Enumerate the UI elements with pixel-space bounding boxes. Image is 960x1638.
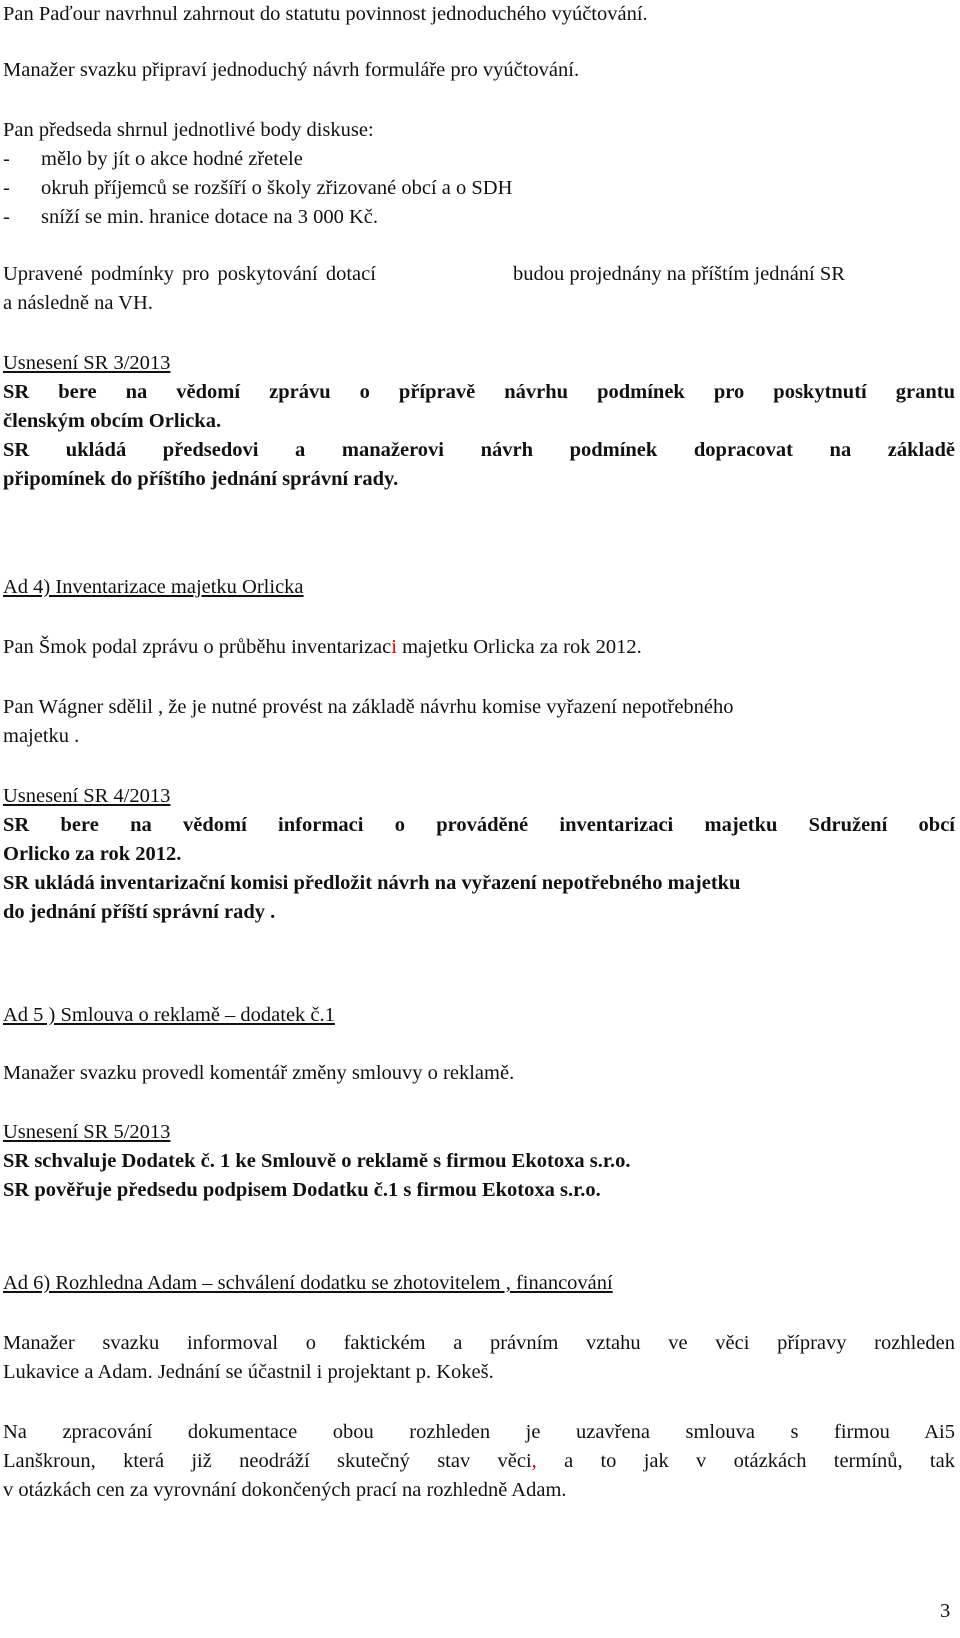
resolution-3-line: SR bere na vědomí zprávu o přípravě návrhu podmínek pro poskytnutí grantu bbox=[3, 381, 955, 403]
intro-paragraph-3: Pan předseda shrnul jednotlivé body diskuse: bbox=[3, 119, 374, 141]
ad4-paragraph-2: Pan Wágner sdělil , že je nutné provést na základě návrhu komise vyřazení nepotřebného bbox=[3, 696, 734, 718]
ad6-paragraph-2-line: v otázkách cen za vyrovnání dokončených prací na rozhledně Adam. bbox=[3, 1479, 567, 1501]
ad4-paragraph-1 bbox=[3, 634, 642, 660]
ad6-paragraph-2-text-end: a to jak v otázkách termínů, tak bbox=[536, 1450, 955, 1472]
resolution-3-line: připomínek do příštího jednání správní rady. bbox=[3, 468, 399, 490]
ad6-paragraph-2-text: Lanškroun, která již neodráží skutečný stav věci bbox=[3, 1450, 532, 1472]
ad5-paragraph-1: Manažer svazku provedl komentář změny smlouvy o reklamě. bbox=[3, 1062, 515, 1084]
resolution-3-line: členským obcím Orlicka. bbox=[3, 410, 222, 432]
resolution-4-title: Usnesení SR 4/2013 bbox=[3, 785, 171, 807]
bullet-text: okruh příjemců se rozšíří o školy zřizované obcí a o SDH bbox=[41, 177, 513, 199]
intro-paragraph-1: Pan Paďour navrhnul zahrnout do statutu povinnost jednoduchého vyúčtování. bbox=[3, 3, 648, 25]
intro-paragraph-4-part-b: budou projednány na příštím jednání SR bbox=[513, 263, 845, 285]
bullet-mark: - bbox=[3, 177, 10, 199]
resolution-3-title: Usnesení SR 3/2013 bbox=[3, 352, 171, 374]
bullet-item bbox=[3, 204, 378, 230]
resolution-5-title: Usnesení SR 5/2013 bbox=[3, 1121, 171, 1143]
ad6-paragraph-2-line: Na zpracování dokumentace obou rozhleden je uzavřena smlouva s firmou Ai5 bbox=[3, 1421, 955, 1443]
ad4-paragraph-2-end: majetku . bbox=[3, 725, 80, 747]
resolution-4-line: SR bere na vědomí informaci o prováděné inventarizaci majetku Sdružení obcí bbox=[3, 814, 955, 836]
bullet-mark: - bbox=[3, 206, 10, 228]
section-heading-ad6: Ad 6) Rozhledna Adam – schválení dodatku se zhotovitelem , financování bbox=[3, 1272, 613, 1294]
bullet-text: mělo by jít o akce hodné zřetele bbox=[41, 148, 303, 170]
bullet-text: sníží se min. hranice dotace na 3 000 Kč. bbox=[41, 206, 378, 228]
intro-paragraph-2: Manažer svazku připraví jednoduchý návrh formuláře pro vyúčtování. bbox=[3, 59, 580, 81]
ad4-paragraph-1-text: Pan Šmok podal zprávu o průběhu inventarizac bbox=[3, 636, 392, 658]
resolution-4-line: Orlicko za rok 2012. bbox=[3, 843, 182, 865]
ad4-paragraph-1-text-end: majetku Orlicka za rok 2012. bbox=[396, 636, 642, 658]
resolution-5-line: SR pověřuje předsedu podpisem Dodatku č.1 s firmou Ekotoxa s.r.o. bbox=[3, 1179, 601, 1201]
page-number: 3 bbox=[940, 1600, 951, 1622]
ad6-paragraph-2-line bbox=[3, 1448, 955, 1474]
ad6-paragraph-1-line: Lukavice a Adam. Jednání se účastnil i projektant p. Kokeš. bbox=[3, 1361, 494, 1383]
section-heading-ad4: Ad 4) Inventarizace majetku Orlicka bbox=[3, 576, 304, 598]
resolution-4-line: SR ukládá inventarizační komisi předložit návrh na vyřazení nepotřebného majetku bbox=[3, 872, 741, 894]
highlighted-char: i bbox=[391, 636, 397, 658]
ad6-paragraph-1-line: Manažer svazku informoval o faktickém a právním vztahu ve věci přípravy rozhleden bbox=[3, 1332, 955, 1354]
intro-paragraph-4-part-c: a následně na VH. bbox=[3, 292, 153, 314]
intro-paragraph-4-part-a: Upravené podmínky pro poskytování dotací bbox=[3, 263, 376, 285]
resolution-4-line: do jednání příští správní rady . bbox=[3, 901, 276, 923]
bullet-mark: - bbox=[3, 148, 10, 170]
resolution-3-line: SR ukládá předsedovi a manažerovi návrh podmínek dopracovat na základě bbox=[3, 439, 955, 461]
resolution-5-line: SR schvaluje Dodatek č. 1 ke Smlouvě o reklamě s firmou Ekotoxa s.r.o. bbox=[3, 1150, 631, 1172]
section-heading-ad5: Ad 5 ) Smlouva o reklamě – dodatek č.1 bbox=[3, 1004, 335, 1026]
bullet-item bbox=[3, 146, 303, 172]
highlighted-char: , bbox=[531, 1450, 537, 1472]
bullet-item bbox=[3, 175, 512, 201]
